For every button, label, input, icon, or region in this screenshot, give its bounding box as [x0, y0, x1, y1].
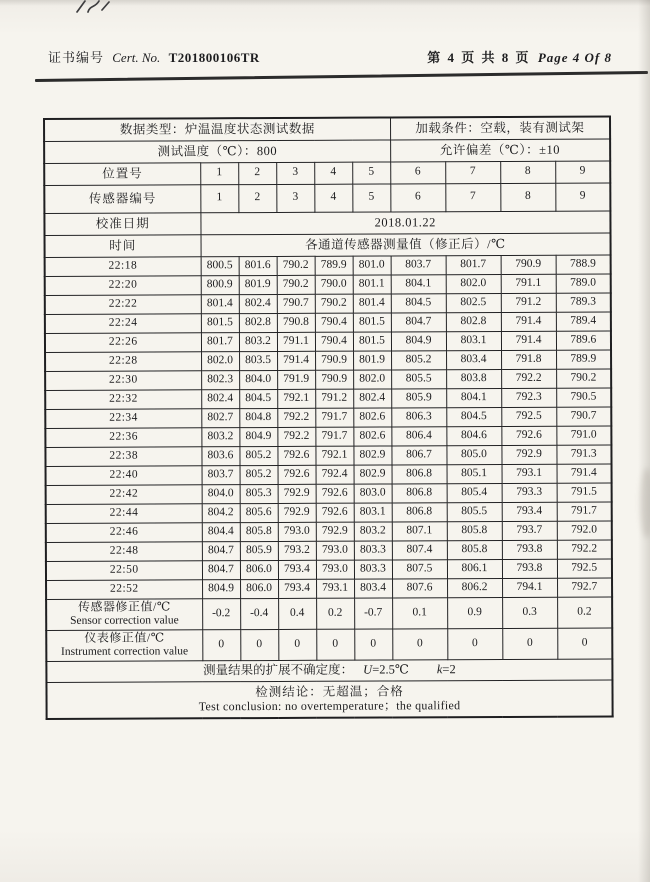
time-cell: 22:24 — [45, 313, 201, 333]
value-cell: 801.9 — [239, 275, 277, 294]
value-cell: 806.0 — [240, 579, 278, 598]
value-cell: 802.4 — [201, 389, 239, 408]
value-cell: 802.0 — [446, 274, 501, 293]
value-cell: 805.6 — [240, 503, 278, 522]
value-cell: 791.2 — [315, 389, 353, 408]
value-cell: 804.9 — [391, 331, 446, 350]
value-cell: 792.1 — [277, 389, 315, 408]
test-temperature-row — [44, 139, 610, 163]
value-cell: 792.2 — [277, 427, 315, 446]
value-cell: 792.4 — [316, 465, 354, 484]
table-row — [45, 312, 611, 333]
value-cell: 805.3 — [240, 484, 278, 503]
value-cell: 804.7 — [202, 560, 240, 579]
scan-smudge — [640, 468, 650, 538]
value-cell: 0.2 — [316, 598, 354, 629]
value-cell: 805.9 — [240, 541, 278, 560]
value-cell: 803.1 — [354, 502, 392, 521]
value-cell: 7 — [445, 161, 500, 183]
table-footer-rows — [46, 597, 613, 719]
value-cell: 0 — [278, 629, 316, 660]
value-cell: 790.0 — [315, 275, 353, 294]
value-cell: 805.4 — [447, 483, 502, 502]
value-cell: 801.7 — [201, 332, 239, 351]
value-cell: 804.9 — [202, 579, 240, 598]
value-cell: 790.9 — [501, 255, 556, 274]
value-cell: 792.6 — [277, 446, 315, 465]
time-cell: 22:38 — [45, 446, 201, 466]
value-cell: 804.5 — [391, 293, 446, 312]
cert-label-en: Cert. No. — [112, 50, 161, 65]
value-cell: 791.4 — [557, 464, 612, 483]
value-cell: 789.0 — [556, 274, 611, 293]
table-row — [45, 331, 611, 352]
value-cell: 804.1 — [391, 274, 446, 293]
instrument-correction-label-cell — [46, 629, 202, 661]
value-cell: 6 — [390, 183, 445, 211]
conclusion-cell — [46, 680, 612, 719]
value-cell: 804.4 — [202, 522, 240, 541]
value-cell: 800.5 — [201, 256, 239, 275]
page-info-en: Page 4 Of 8 — [537, 50, 612, 65]
value-cell: 801.4 — [353, 293, 391, 312]
value-cell: 2 — [238, 162, 276, 184]
page-info-zh: 第 4 页 共 8 页 — [427, 50, 531, 65]
value-cell: 792.5 — [501, 407, 556, 426]
value-cell: 2 — [238, 184, 276, 212]
value-cell: 790.4 — [315, 332, 353, 351]
value-cell: 801.5 — [201, 313, 239, 332]
sensor-correction-label-en: Sensor correction value — [70, 614, 179, 627]
table-row — [46, 521, 612, 542]
value-cell: 0.9 — [447, 597, 502, 628]
value-cell: 801.5 — [353, 312, 391, 331]
time-cell: 22:32 — [45, 389, 201, 409]
value-cell: 7 — [445, 183, 500, 211]
value-cell: 804.5 — [446, 407, 501, 426]
value-cell: 793.4 — [278, 560, 316, 579]
value-cell: 806.8 — [392, 464, 447, 483]
value-cell: 802.5 — [446, 293, 501, 312]
value-cell: 0.2 — [557, 597, 612, 628]
table-row — [45, 255, 611, 276]
value-cell: 6 — [390, 161, 445, 183]
handwritten-mark — [74, 0, 114, 14]
value-cell: 802.6 — [353, 426, 391, 445]
value-cell: 805.0 — [446, 445, 501, 464]
value-cell: 791.5 — [557, 483, 612, 502]
header-rule — [35, 71, 648, 82]
table-header-rows — [44, 117, 611, 257]
value-cell: 806.4 — [391, 426, 446, 445]
calibration-date-cell: 2018.01.22 — [200, 211, 610, 235]
value-cell: 792.9 — [501, 445, 556, 464]
value-cell: 793.4 — [278, 579, 316, 598]
value-cell: 800.9 — [201, 275, 239, 294]
time-cell: 22:30 — [45, 370, 201, 390]
value-cell: 792.2 — [277, 408, 315, 427]
value-cell: 805.8 — [240, 522, 278, 541]
uncertainty-k-value: =2 — [442, 662, 456, 677]
value-cell: 790.4 — [315, 313, 353, 332]
value-cell: 0 — [502, 628, 557, 659]
value-cell: 0 — [316, 629, 354, 660]
value-cell: 802.0 — [353, 369, 391, 388]
value-cell: 803.8 — [446, 369, 501, 388]
value-cell: 792.7 — [557, 578, 612, 597]
time-cell: 22:28 — [45, 351, 201, 371]
value-cell: 805.1 — [447, 464, 502, 483]
channel-header-cell: 各通道传感器测量值（修正后）/℃ — [201, 233, 611, 257]
value-cell: 801.1 — [353, 274, 391, 293]
value-cell: 793.0 — [316, 560, 354, 579]
value-cell: 805.5 — [447, 502, 502, 521]
time-cell: 22:34 — [45, 408, 201, 428]
value-cell: 790.7 — [277, 294, 315, 313]
sensor-label-cell: 传感器编号 — [44, 184, 200, 213]
value-cell: 803.4 — [446, 350, 501, 369]
table-row — [45, 350, 611, 371]
time-data-rows — [45, 255, 613, 599]
value-cell: 807.1 — [392, 521, 447, 540]
value-cell: 806.2 — [447, 578, 502, 597]
value-cell: 791.7 — [557, 502, 612, 521]
conclusion-en: Test conclusion: no overtemperature；the qualified — [198, 697, 461, 713]
value-cell: 802.9 — [354, 464, 392, 483]
value-cell: 802.3 — [201, 370, 239, 389]
value-cell: 806.3 — [391, 407, 446, 426]
value-cell: 789.3 — [556, 293, 611, 312]
value-cell: 803.1 — [446, 331, 501, 350]
value-cell: 804.0 — [239, 370, 277, 389]
value-cell: 805.9 — [391, 388, 446, 407]
value-cell: 803.2 — [239, 332, 277, 351]
value-cell: 791.1 — [501, 274, 556, 293]
calibration-date-row — [44, 211, 610, 235]
value-cell: 791.4 — [501, 331, 556, 350]
value-cell: 801.5 — [353, 331, 391, 350]
value-cell: 9 — [555, 183, 610, 211]
value-cell: 794.1 — [502, 578, 557, 597]
table-row — [45, 426, 611, 447]
value-cell: 791.3 — [556, 445, 611, 464]
uncertainty-row — [46, 659, 612, 682]
value-cell: 803.0 — [354, 483, 392, 502]
value-cell: 806.7 — [391, 445, 446, 464]
test-temperature-cell: 测试温度（℃）：800 — [44, 139, 390, 163]
position-label-cell: 位置号 — [44, 162, 200, 185]
value-cell: 792.6 — [278, 465, 316, 484]
value-cell: 793.1 — [502, 464, 557, 483]
time-cell: 22:46 — [46, 522, 202, 542]
value-cell: 804.0 — [202, 484, 240, 503]
value-cell: 790.2 — [277, 256, 315, 275]
value-cell: 806.1 — [447, 559, 502, 578]
value-cell: 807.6 — [392, 578, 447, 597]
value-cell: 789.9 — [556, 350, 611, 369]
value-cell: 793.8 — [502, 540, 557, 559]
time-cell: 22:36 — [45, 427, 201, 447]
time-cell: 22:20 — [45, 275, 201, 295]
value-cell: 792.6 — [501, 426, 556, 445]
sensor-correction-row — [46, 597, 612, 630]
table-row — [45, 388, 611, 409]
table-row — [45, 293, 611, 314]
page-header — [48, 47, 612, 66]
value-cell: 790.9 — [315, 351, 353, 370]
time-cell: 22:40 — [46, 465, 202, 485]
table-row — [45, 407, 611, 428]
uncertainty-k-symbol: k — [436, 662, 443, 677]
value-cell: 804.6 — [446, 426, 501, 445]
value-cell: 792.6 — [316, 484, 354, 503]
value-cell: 806.8 — [392, 483, 447, 502]
value-cell: 806.8 — [392, 502, 447, 521]
value-cell: 793.8 — [502, 559, 557, 578]
value-cell: 802.9 — [353, 445, 391, 464]
data-type-cell: 数据类型：炉温温度状态测试数据 — [44, 117, 390, 141]
value-cell: 793.7 — [502, 521, 557, 540]
value-cell: 801.6 — [239, 256, 277, 275]
cert-number: T201800106TR — [168, 50, 260, 65]
value-cell: 789.9 — [315, 256, 353, 275]
value-cell: 0 — [557, 628, 612, 659]
value-cell: 792.9 — [316, 522, 354, 541]
uncertainty-label: 测量结果的扩展不确定度： — [203, 662, 354, 678]
value-cell: 793.3 — [502, 483, 557, 502]
value-cell: 790.9 — [315, 370, 353, 389]
value-cell: 802.8 — [446, 312, 501, 331]
value-cell: 793.0 — [278, 522, 316, 541]
value-cell: 792.9 — [278, 484, 316, 503]
value-cell: 793.4 — [502, 502, 557, 521]
value-cell: 0.3 — [502, 597, 557, 628]
value-cell: 804.1 — [446, 388, 501, 407]
time-cell: 22:22 — [45, 294, 201, 314]
sensor-number-row — [44, 183, 610, 213]
value-cell: 805.8 — [447, 540, 502, 559]
value-cell: 791.8 — [501, 350, 556, 369]
value-cell: 8 — [500, 161, 555, 183]
value-cell: 791.9 — [277, 370, 315, 389]
time-header-row — [45, 233, 611, 257]
value-cell: 801.7 — [446, 255, 501, 274]
table-row — [45, 369, 611, 390]
value-cell: 804.7 — [202, 541, 240, 560]
table-row — [46, 464, 612, 485]
value-cell: 0 — [202, 629, 240, 660]
cert-number-line — [48, 47, 260, 66]
value-cell: 803.3 — [354, 559, 392, 578]
uncertainty-u-value: =2.5℃ — [372, 662, 409, 677]
value-cell: 790.8 — [277, 313, 315, 332]
data-type-row — [44, 117, 610, 141]
value-cell: 805.2 — [391, 350, 446, 369]
value-cell: 804.8 — [239, 408, 277, 427]
value-cell: 791.7 — [315, 408, 353, 427]
uncertainty-u-symbol: U — [363, 662, 373, 677]
value-cell: 801.9 — [353, 350, 391, 369]
value-cell: 804.5 — [239, 389, 277, 408]
load-condition-cell: 加载条件：空载，装有测试架 — [390, 117, 610, 140]
value-cell: 806.0 — [240, 560, 278, 579]
value-cell: 790.2 — [315, 294, 353, 313]
time-cell: 22:44 — [46, 503, 202, 523]
value-cell: 792.1 — [315, 446, 353, 465]
uncertainty-cell — [46, 659, 612, 682]
table-row — [45, 274, 611, 295]
value-cell: 791.2 — [501, 293, 556, 312]
table-row — [46, 559, 612, 580]
conclusion-row — [46, 680, 612, 719]
value-cell: 802.4 — [239, 294, 277, 313]
value-cell: 791.0 — [556, 426, 611, 445]
time-cell: 22:52 — [46, 579, 202, 599]
instrument-correction-label-zh: 仪表修正值/℃ — [84, 630, 165, 645]
value-cell: 807.5 — [392, 559, 447, 578]
time-cell: 22:42 — [46, 484, 202, 504]
value-cell: 803.4 — [354, 578, 392, 597]
value-cell: 791.4 — [277, 351, 315, 370]
value-cell: 790.2 — [277, 275, 315, 294]
value-cell: 4 — [314, 162, 352, 184]
table-row — [45, 445, 611, 466]
value-cell: 792.9 — [278, 503, 316, 522]
value-cell: 792.2 — [557, 540, 612, 559]
value-cell: 0 — [354, 628, 392, 659]
value-cell: 0.1 — [392, 597, 447, 628]
time-cell: 22:50 — [46, 560, 202, 580]
measurement-table — [43, 116, 614, 720]
table-row — [46, 502, 612, 523]
allowed-deviation-cell: 允许偏差（℃）：±10 — [390, 139, 610, 162]
table-row — [46, 578, 612, 599]
value-cell: 4 — [314, 184, 352, 212]
value-cell: -0.2 — [202, 598, 240, 629]
value-cell: 0 — [240, 629, 278, 660]
value-cell: 792.6 — [316, 503, 354, 522]
calibration-date-label-cell: 校准日期 — [44, 212, 200, 235]
time-label-cell: 时间 — [45, 234, 201, 257]
value-cell: 789.6 — [556, 331, 611, 350]
scan-edge-shadow-right — [638, 0, 650, 882]
value-cell: 793.1 — [316, 579, 354, 598]
value-cell: 793.2 — [278, 541, 316, 560]
value-cell: 791.4 — [501, 312, 556, 331]
value-cell: 802.6 — [353, 407, 391, 426]
value-cell: 805.2 — [240, 465, 278, 484]
value-cell: 8 — [500, 183, 555, 211]
value-cell: 0.4 — [278, 598, 316, 629]
value-cell: 801.4 — [201, 294, 239, 313]
value-cell: 788.9 — [556, 255, 611, 274]
value-cell: 791.7 — [315, 427, 353, 446]
instrument-correction-row — [46, 628, 612, 661]
time-cell: 22:48 — [46, 541, 202, 561]
value-cell: 802.7 — [201, 408, 239, 427]
table-row — [46, 540, 612, 561]
sensor-correction-label-zh: 传感器修正值/℃ — [77, 599, 171, 614]
value-cell: 804.2 — [202, 503, 240, 522]
value-cell: 9 — [555, 161, 610, 183]
value-cell: 803.2 — [354, 521, 392, 540]
value-cell: 790.5 — [556, 388, 611, 407]
value-cell: 3 — [276, 162, 314, 184]
value-cell: 804.9 — [239, 427, 277, 446]
value-cell: 803.5 — [239, 351, 277, 370]
value-cell: -0.4 — [240, 598, 278, 629]
value-cell: 805.2 — [239, 446, 277, 465]
conclusion-zh: 检测结论：无超温；合格 — [255, 684, 404, 700]
value-cell: 805.5 — [391, 369, 446, 388]
value-cell: 1 — [200, 162, 238, 184]
cert-label-zh: 证书编号 — [48, 50, 105, 65]
value-cell: 802.8 — [239, 313, 277, 332]
value-cell: 801.0 — [353, 255, 391, 274]
table-row — [46, 483, 612, 504]
value-cell: 792.2 — [501, 369, 556, 388]
value-cell: 789.4 — [556, 312, 611, 331]
value-cell: 790.7 — [556, 407, 611, 426]
position-number-row — [44, 161, 610, 185]
value-cell: 0 — [447, 628, 502, 659]
value-cell: 802.0 — [201, 351, 239, 370]
value-cell: 1 — [200, 184, 238, 212]
value-cell: 5 — [352, 161, 390, 183]
value-cell: 803.6 — [201, 446, 239, 465]
value-cell: 792.5 — [557, 559, 612, 578]
value-cell: 5 — [352, 183, 390, 211]
value-cell: 793.0 — [316, 541, 354, 560]
time-cell: 22:18 — [45, 256, 201, 276]
time-cell: 22:26 — [45, 332, 201, 352]
value-cell: 807.4 — [392, 540, 447, 559]
value-cell: 3 — [276, 184, 314, 212]
value-cell: 803.7 — [202, 465, 240, 484]
sensor-correction-label-cell — [46, 598, 202, 630]
value-cell: 803.2 — [201, 427, 239, 446]
value-cell: 803.7 — [391, 255, 446, 274]
value-cell: 792.0 — [557, 521, 612, 540]
value-cell: 790.2 — [556, 369, 611, 388]
value-cell: 805.8 — [447, 521, 502, 540]
value-cell: 803.3 — [354, 540, 392, 559]
page-number-line — [427, 47, 612, 66]
value-cell: 804.7 — [391, 312, 446, 331]
value-cell: 791.1 — [277, 332, 315, 351]
instrument-correction-label-en: Instrument correction value — [61, 645, 189, 658]
value-cell: 802.4 — [353, 388, 391, 407]
value-cell: -0.7 — [354, 597, 392, 628]
value-cell: 792.3 — [501, 388, 556, 407]
value-cell: 0 — [392, 628, 447, 659]
